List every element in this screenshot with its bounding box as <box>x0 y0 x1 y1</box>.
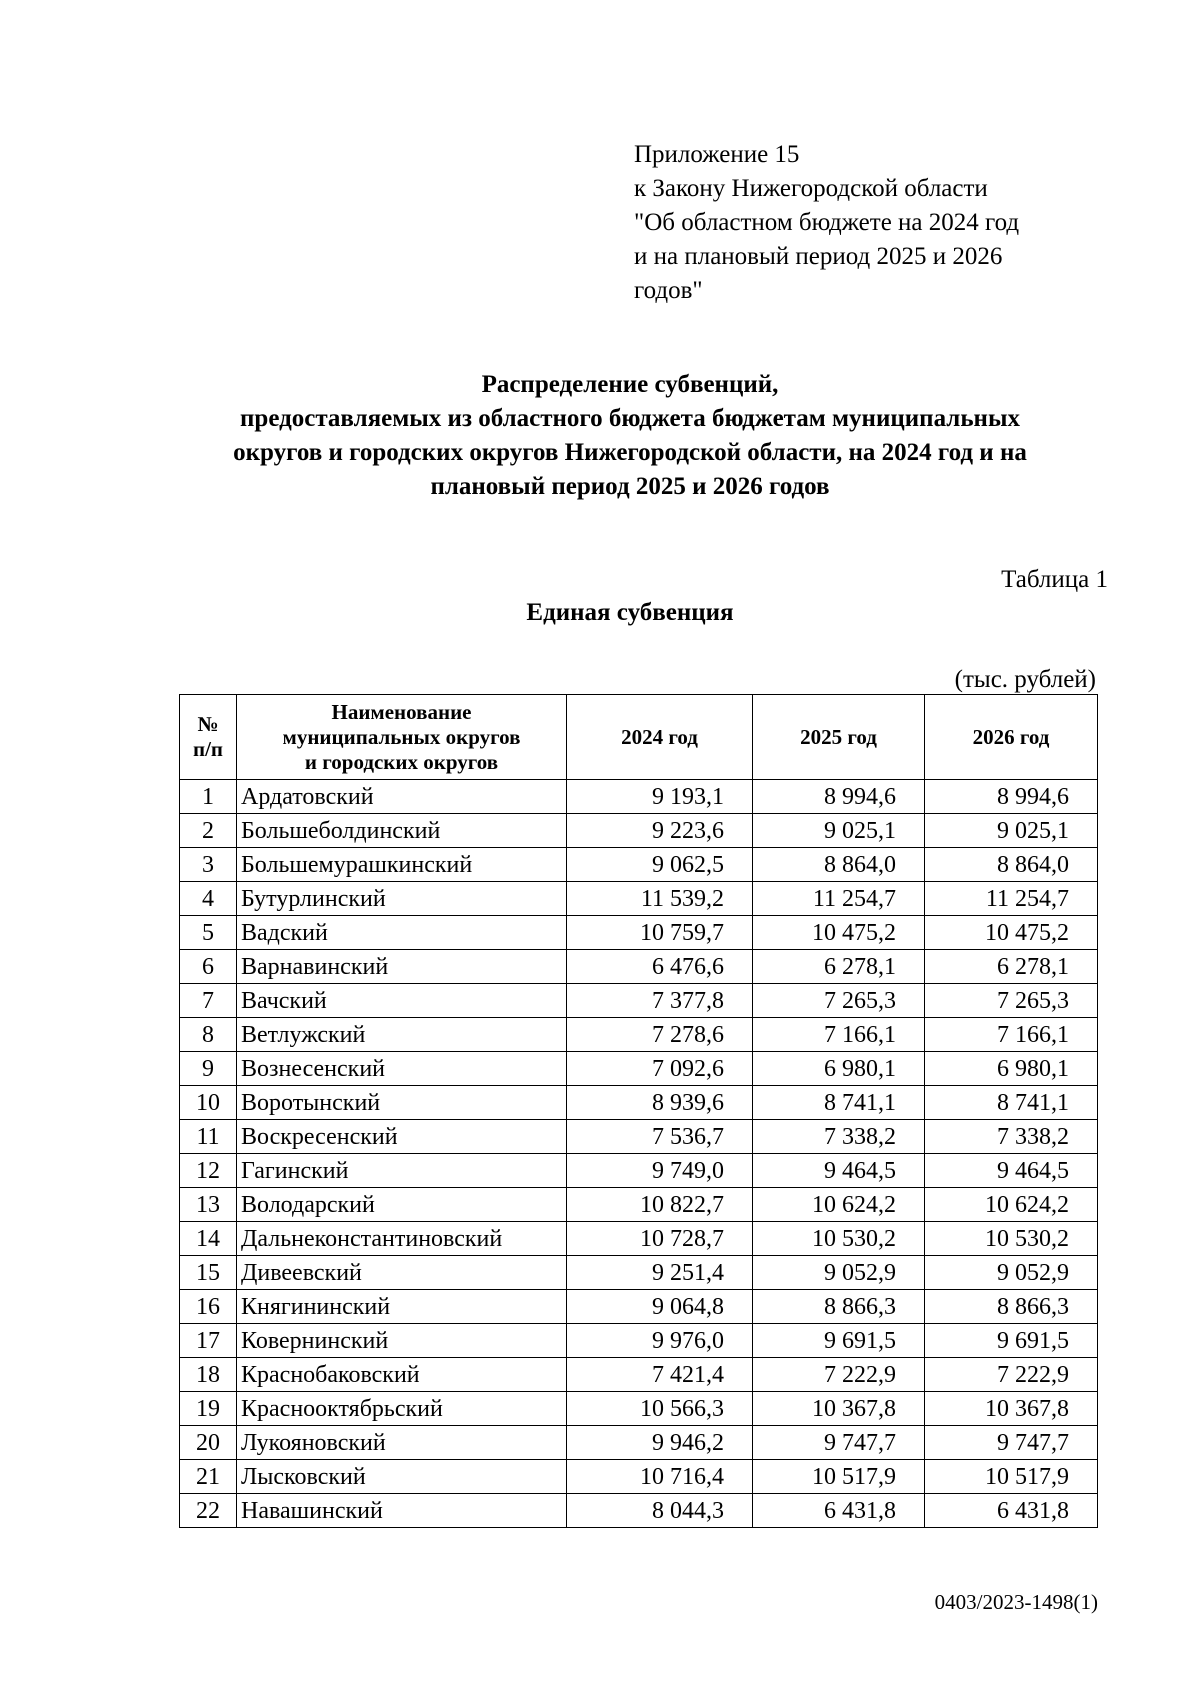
district-name: Вадский <box>237 916 567 950</box>
appendix-line: "Об областном бюджете на 2024 год <box>634 209 1020 236</box>
title-line: предоставляемых из областного бюджета бюджетам муниципальных <box>240 405 1020 432</box>
value-2024: 8 044,3 <box>567 1494 753 1528</box>
row-number: 2 <box>180 814 237 848</box>
district-name: Навашинский <box>237 1494 567 1528</box>
value-2025: 7 222,9 <box>753 1358 925 1392</box>
row-number: 1 <box>180 780 237 814</box>
table-number: Таблица 1 <box>1001 566 1108 593</box>
table-row <box>180 1120 1098 1154</box>
table-row <box>180 950 1098 984</box>
value-2025: 9 464,5 <box>753 1154 925 1188</box>
document-code: 0403/2023-1498(1) <box>934 1590 1098 1614</box>
value-2026: 6 278,1 <box>925 950 1098 984</box>
value-2024: 9 223,6 <box>567 814 753 848</box>
row-number: 9 <box>180 1052 237 1086</box>
value-2024: 9 976,0 <box>567 1324 753 1358</box>
table-row <box>180 916 1098 950</box>
value-2026: 9 747,7 <box>925 1426 1098 1460</box>
district-name: Лысковский <box>237 1460 567 1494</box>
row-number: 18 <box>180 1358 237 1392</box>
table-row <box>180 1324 1098 1358</box>
value-2026: 10 530,2 <box>925 1222 1098 1256</box>
header-2025: 2025 год <box>753 695 925 780</box>
value-2026: 6 431,8 <box>925 1494 1098 1528</box>
value-2026: 10 475,2 <box>925 916 1098 950</box>
row-number: 13 <box>180 1188 237 1222</box>
table-header-row <box>180 695 1098 780</box>
appendix-line: годов" <box>634 277 703 304</box>
district-name: Лукояновский <box>237 1426 567 1460</box>
value-2026: 9 025,1 <box>925 814 1098 848</box>
row-number: 14 <box>180 1222 237 1256</box>
district-name: Краснооктябрьский <box>237 1392 567 1426</box>
value-2026: 9 052,9 <box>925 1256 1098 1290</box>
row-number: 12 <box>180 1154 237 1188</box>
value-2024: 10 822,7 <box>567 1188 753 1222</box>
table-row <box>180 1358 1098 1392</box>
value-2025: 6 278,1 <box>753 950 925 984</box>
value-2024: 6 476,6 <box>567 950 753 984</box>
value-2026: 7 338,2 <box>925 1120 1098 1154</box>
table-row <box>180 1018 1098 1052</box>
value-2024: 7 092,6 <box>567 1052 753 1086</box>
header-name-line: Наименование <box>331 699 472 724</box>
table-row <box>180 882 1098 916</box>
row-number: 19 <box>180 1392 237 1426</box>
value-2025: 9 052,9 <box>753 1256 925 1290</box>
row-number: 11 <box>180 1120 237 1154</box>
district-name: Дивеевский <box>237 1256 567 1290</box>
row-number: 8 <box>180 1018 237 1052</box>
value-2024: 7 536,7 <box>567 1120 753 1154</box>
appendix-line: к Закону Нижегородской области <box>634 175 988 202</box>
value-2024: 9 064,8 <box>567 1290 753 1324</box>
table-row <box>180 1494 1098 1528</box>
row-number: 21 <box>180 1460 237 1494</box>
subvention-table <box>179 694 1098 1528</box>
title-line: плановый период 2025 и 2026 годов <box>430 473 830 500</box>
district-name: Краснобаковский <box>237 1358 567 1392</box>
table-title: Единая субвенция <box>526 599 734 626</box>
table-row <box>180 1256 1098 1290</box>
district-name: Вознесенский <box>237 1052 567 1086</box>
header-2024: 2024 год <box>567 695 753 780</box>
value-2026: 10 624,2 <box>925 1188 1098 1222</box>
value-2025: 8 994,6 <box>753 780 925 814</box>
row-number: 6 <box>180 950 237 984</box>
value-2025: 6 980,1 <box>753 1052 925 1086</box>
table-row <box>180 848 1098 882</box>
value-2026: 9 691,5 <box>925 1324 1098 1358</box>
value-2024: 7 377,8 <box>567 984 753 1018</box>
district-name: Ковернинский <box>237 1324 567 1358</box>
row-number: 7 <box>180 984 237 1018</box>
table-row <box>180 814 1098 848</box>
table-row <box>180 1290 1098 1324</box>
header-name-line: муниципальных округов <box>282 724 521 749</box>
value-2025: 10 530,2 <box>753 1222 925 1256</box>
appendix-line: Приложение 15 <box>634 141 800 168</box>
value-2025: 10 624,2 <box>753 1188 925 1222</box>
value-2025: 7 166,1 <box>753 1018 925 1052</box>
header-num-line: № <box>197 712 219 736</box>
value-2025: 7 338,2 <box>753 1120 925 1154</box>
value-2025: 8 866,3 <box>753 1290 925 1324</box>
row-number: 16 <box>180 1290 237 1324</box>
district-name: Большемурашкинский <box>237 848 567 882</box>
district-name: Ардатовский <box>237 780 567 814</box>
table-row <box>180 1086 1098 1120</box>
value-2024: 10 716,4 <box>567 1460 753 1494</box>
appendix-reference <box>634 138 1019 308</box>
header-2026: 2026 год <box>925 695 1098 780</box>
value-2025: 10 475,2 <box>753 916 925 950</box>
value-2024: 7 421,4 <box>567 1358 753 1392</box>
table-row <box>180 1460 1098 1494</box>
district-name: Княгининский <box>237 1290 567 1324</box>
table-row <box>180 1052 1098 1086</box>
value-2026: 10 367,8 <box>925 1392 1098 1426</box>
value-2025: 6 431,8 <box>753 1494 925 1528</box>
units-label: (тыс. рублей) <box>954 666 1096 693</box>
row-number: 17 <box>180 1324 237 1358</box>
district-name: Вачский <box>237 984 567 1018</box>
table-row <box>180 1222 1098 1256</box>
district-name: Дальнеконстантиновский <box>237 1222 567 1256</box>
header-num-line: п/п <box>192 737 224 761</box>
district-name: Большеболдинский <box>237 814 567 848</box>
row-number: 20 <box>180 1426 237 1460</box>
header-name <box>237 695 567 780</box>
value-2024: 8 939,6 <box>567 1086 753 1120</box>
value-2025: 9 025,1 <box>753 814 925 848</box>
table-row <box>180 780 1098 814</box>
value-2026: 7 265,3 <box>925 984 1098 1018</box>
value-2024: 10 728,7 <box>567 1222 753 1256</box>
value-2024: 9 193,1 <box>567 780 753 814</box>
value-2025: 10 517,9 <box>753 1460 925 1494</box>
title-line: округов и городских округов Нижегородской области, на 2024 год и на <box>233 439 1027 466</box>
value-2026: 8 741,1 <box>925 1086 1098 1120</box>
value-2025: 10 367,8 <box>753 1392 925 1426</box>
value-2025: 7 265,3 <box>753 984 925 1018</box>
value-2025: 8 864,0 <box>753 848 925 882</box>
value-2026: 7 222,9 <box>925 1358 1098 1392</box>
appendix-line: и на плановый период 2025 и 2026 <box>634 243 1003 270</box>
row-number: 5 <box>180 916 237 950</box>
table-row <box>180 1154 1098 1188</box>
header-num <box>180 695 237 780</box>
value-2024: 9 251,4 <box>567 1256 753 1290</box>
value-2024: 10 566,3 <box>567 1392 753 1426</box>
district-name: Гагинский <box>237 1154 567 1188</box>
row-number: 22 <box>180 1494 237 1528</box>
district-name: Володарский <box>237 1188 567 1222</box>
value-2026: 9 464,5 <box>925 1154 1098 1188</box>
value-2024: 7 278,6 <box>567 1018 753 1052</box>
table-body <box>180 780 1098 1528</box>
value-2025: 9 747,7 <box>753 1426 925 1460</box>
row-number: 3 <box>180 848 237 882</box>
title-line: Распределение субвенций, <box>481 371 779 398</box>
value-2026: 6 980,1 <box>925 1052 1098 1086</box>
value-2026: 8 866,3 <box>925 1290 1098 1324</box>
district-name: Воскресенский <box>237 1120 567 1154</box>
row-number: 4 <box>180 882 237 916</box>
value-2025: 11 254,7 <box>753 882 925 916</box>
value-2024: 11 539,2 <box>567 882 753 916</box>
table-row <box>180 984 1098 1018</box>
district-name: Варнавинский <box>237 950 567 984</box>
table-row <box>180 1188 1098 1222</box>
district-name: Воротынский <box>237 1086 567 1120</box>
row-number: 10 <box>180 1086 237 1120</box>
value-2025: 8 741,1 <box>753 1086 925 1120</box>
value-2026: 10 517,9 <box>925 1460 1098 1494</box>
header-name-line: и городских округов <box>304 749 499 774</box>
table-row <box>180 1392 1098 1426</box>
value-2026: 11 254,7 <box>925 882 1098 916</box>
row-number: 15 <box>180 1256 237 1290</box>
value-2024: 9 749,0 <box>567 1154 753 1188</box>
value-2025: 9 691,5 <box>753 1324 925 1358</box>
value-2026: 8 994,6 <box>925 780 1098 814</box>
value-2026: 8 864,0 <box>925 848 1098 882</box>
district-name: Бутурлинский <box>237 882 567 916</box>
value-2024: 9 946,2 <box>567 1426 753 1460</box>
document-title <box>150 368 1110 504</box>
value-2024: 10 759,7 <box>567 916 753 950</box>
value-2026: 7 166,1 <box>925 1018 1098 1052</box>
table-row <box>180 1426 1098 1460</box>
value-2024: 9 062,5 <box>567 848 753 882</box>
district-name: Ветлужский <box>237 1018 567 1052</box>
